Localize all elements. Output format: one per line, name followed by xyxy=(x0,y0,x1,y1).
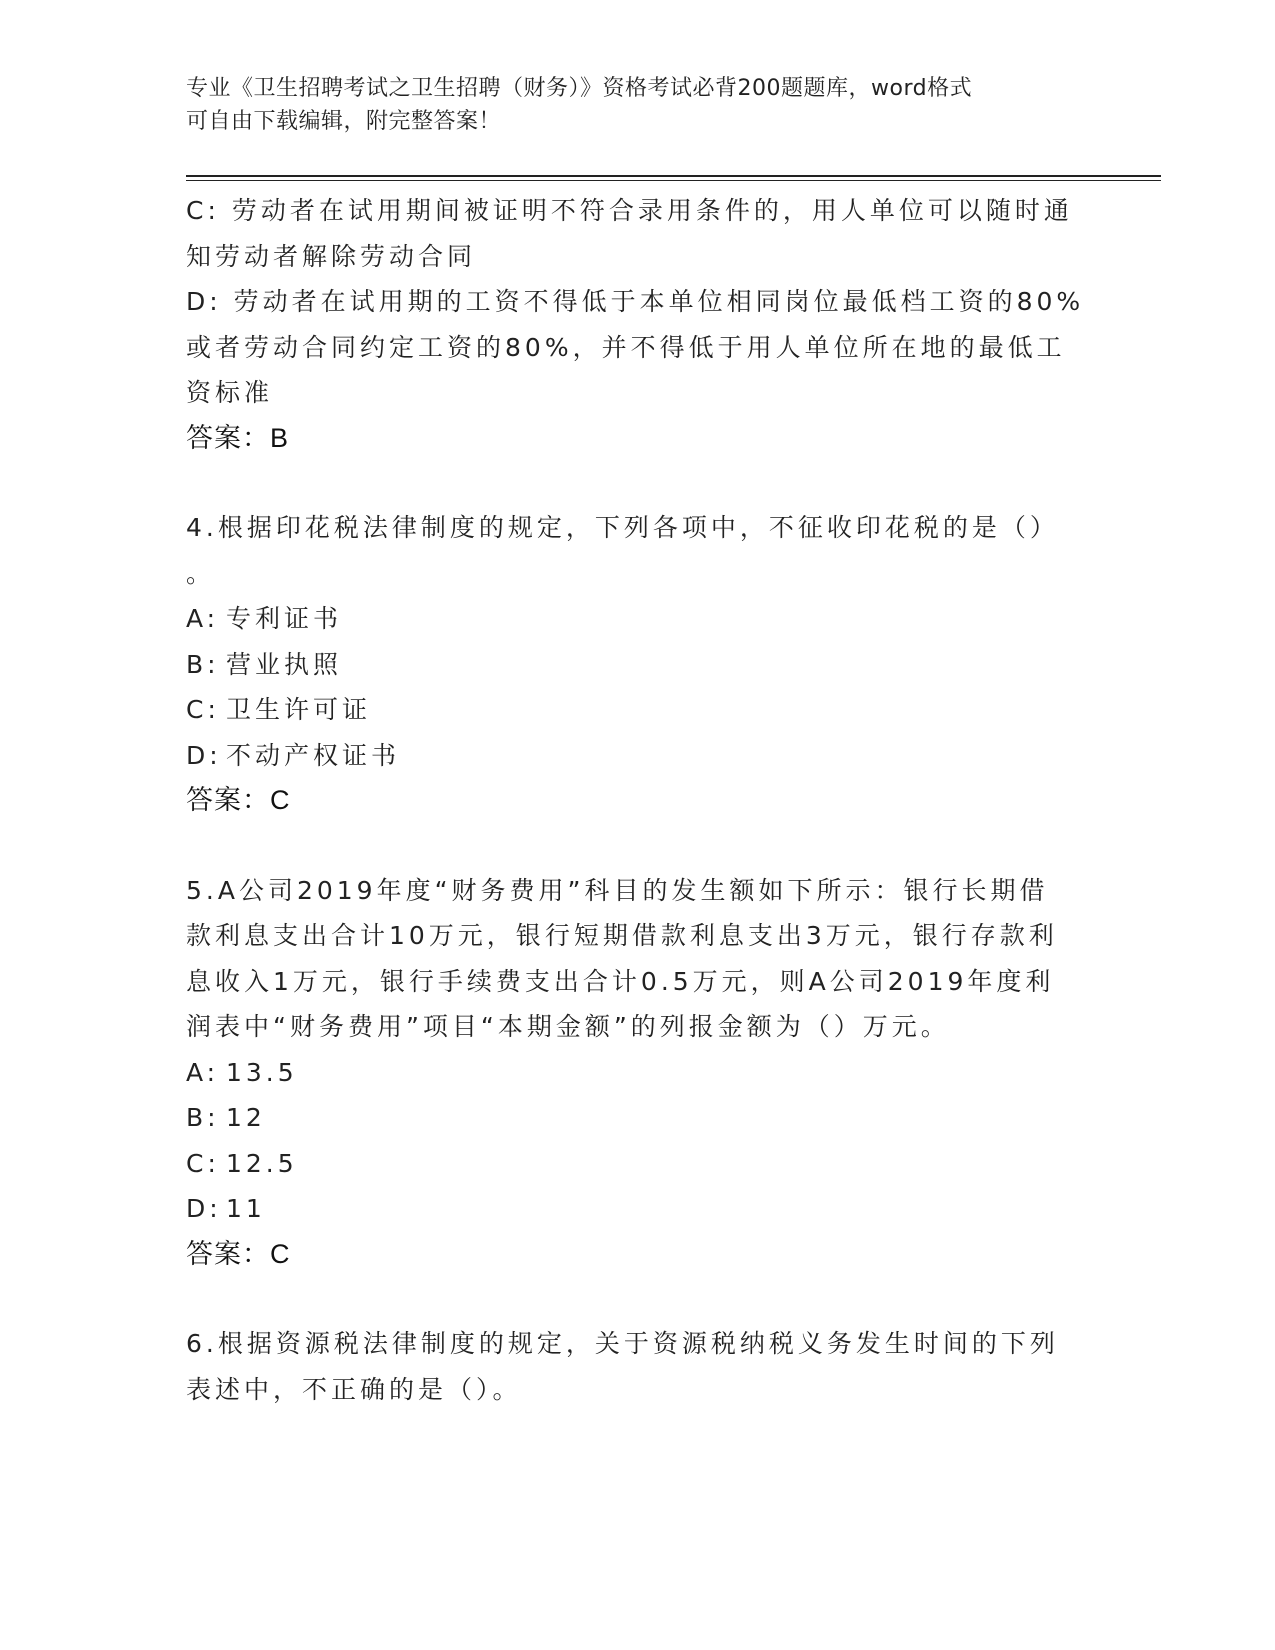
option-text: 11 xyxy=(226,1194,266,1223)
option-d-line: D: 劳动者在试用期的工资不得低于本单位相同岗位最低档工资的80% xyxy=(186,287,1085,316)
header-divider-thin xyxy=(186,180,1161,181)
question-stem-line: 5.A公司2019年度“财务费用”科目的发生额如下所示：银行长期借 xyxy=(186,875,1049,905)
option-text: 营业执照 xyxy=(226,649,343,679)
spacer xyxy=(186,1277,1086,1321)
question-stem-line: 息收入1万元，银行手续费支出合计0.5万元，则A公司2019年度利 xyxy=(186,966,1055,996)
question-stem-line: 6.根据资源税法律制度的规定，关于资源税纳税义务发生时间的下列 xyxy=(186,1329,1059,1358)
header-divider-thick xyxy=(186,175,1161,177)
header-title-line-2: 可自由下载编辑，附完整答案！ xyxy=(186,109,502,134)
option-d xyxy=(186,1186,1086,1232)
question-3-tail xyxy=(186,188,1086,461)
option-key: D: xyxy=(186,740,222,770)
option-c-line: C: 劳动者在试用期间被证明不符合录用条件的，用人单位可以随时通 xyxy=(186,196,1073,225)
option-a xyxy=(186,1050,1086,1096)
option-key: B: xyxy=(186,649,220,679)
option-a xyxy=(186,596,1086,642)
answer-label: 答案：C xyxy=(186,785,291,815)
option-key: A: xyxy=(186,604,220,633)
question-stem-line: 。 xyxy=(186,558,216,588)
option-d xyxy=(186,733,1086,779)
answer-label: 答案：B xyxy=(186,422,290,453)
answer-label: 答案：C xyxy=(186,1238,291,1269)
question-stem-line: 款利息支出合计10万元，银行短期借款利息支出3万元，银行存款利 xyxy=(186,921,1058,950)
header-title-line-1: 专业《卫生招聘考试之卫生招聘（财务）》资格考试必背200题题库，word格式 xyxy=(186,76,973,101)
option-key: C: xyxy=(186,1148,220,1178)
spacer xyxy=(186,461,1086,505)
option-d-line: 资标准 xyxy=(186,378,274,407)
option-b xyxy=(186,1095,1086,1141)
question-stem-line: 4.根据印花税法律制度的规定，下列各项中，不征收印花税的是（） xyxy=(186,513,1059,542)
question-4 xyxy=(186,505,1086,824)
option-c xyxy=(186,687,1086,733)
option-text: 12.5 xyxy=(226,1148,298,1178)
spacer xyxy=(186,824,1086,868)
question-5 xyxy=(186,868,1086,1278)
option-text: 卫生许可证 xyxy=(226,695,372,724)
option-c xyxy=(186,1141,1086,1187)
question-stem-line: 表述中，不正确的是（）。 xyxy=(186,1374,522,1404)
option-text: 专利证书 xyxy=(226,604,343,633)
option-key: C: xyxy=(186,695,220,724)
option-b xyxy=(186,642,1086,688)
option-text: 13.5 xyxy=(226,1057,298,1087)
option-text: 12 xyxy=(226,1103,266,1132)
question-6 xyxy=(186,1321,1086,1412)
document-header xyxy=(186,72,1066,138)
option-text: 不动产权证书 xyxy=(226,740,401,770)
option-key: B: xyxy=(186,1103,220,1132)
option-d-line: 或者劳动合同约定工资的80%，并不得低于用人单位所在地的最低工 xyxy=(186,332,1066,362)
option-key: D: xyxy=(186,1194,222,1223)
question-stem-line: 润表中“财务费用”项目“本期金额”的列报金额为（）万元。 xyxy=(186,1012,950,1041)
option-c-line: 知劳动者解除劳动合同 xyxy=(186,241,477,271)
document-body xyxy=(186,188,1086,1412)
option-key: A: xyxy=(186,1057,220,1087)
